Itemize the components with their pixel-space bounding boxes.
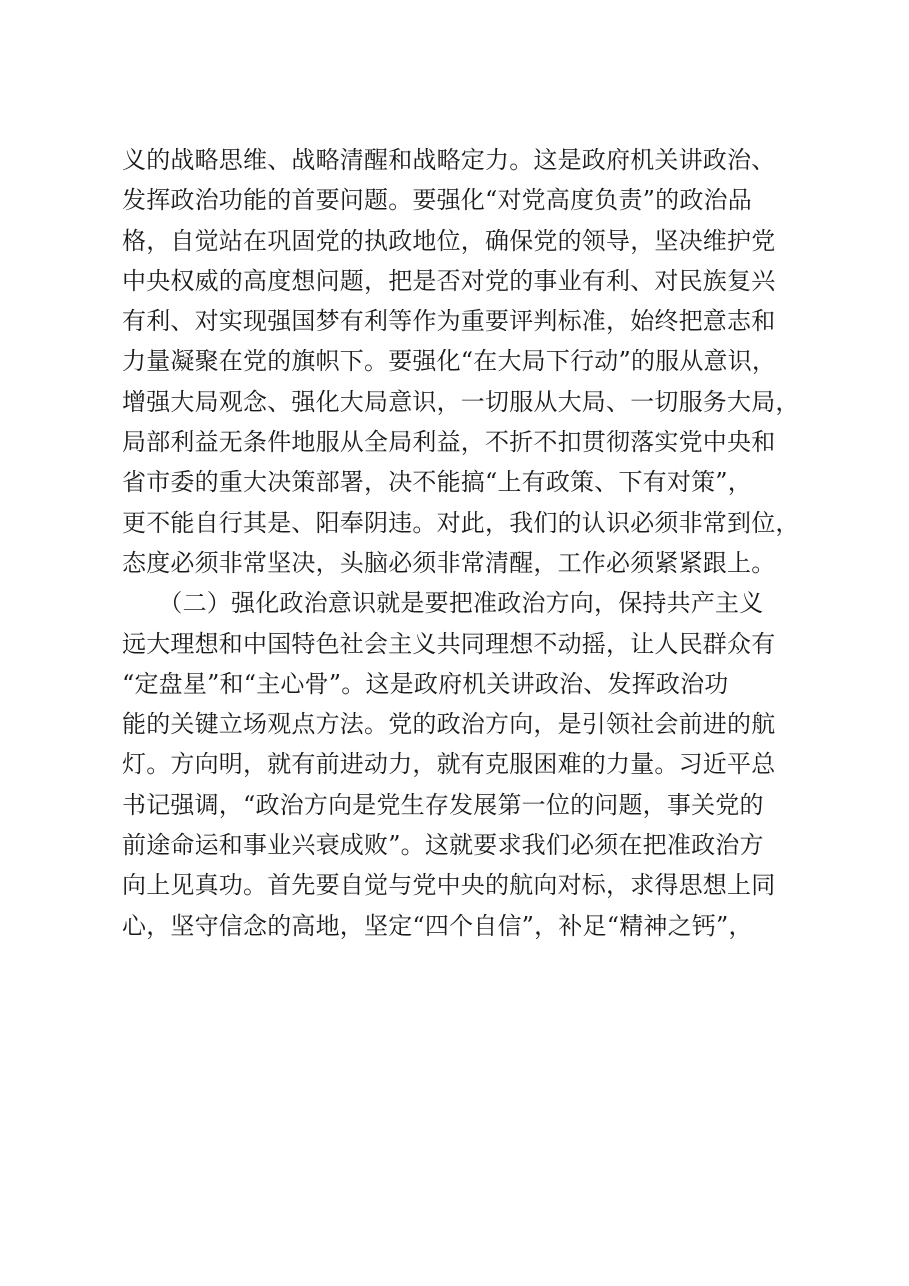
document-body [122, 140, 822, 946]
text-line: 有利、对实现强国梦有利等作为重要评判标准，始终把意志和 [122, 307, 776, 336]
text-line: 义的战略思维、战略清醒和战略定力。这是政府机关讲政治、 [122, 146, 776, 174]
text-line: 增强大局观念、强化大局意识，一切服从大局、一切服务大局， [122, 387, 800, 416]
text-line: 远大理想和中国特色社会主义共同理想不动摇，让人民群众有 [122, 629, 776, 658]
text-line: 更不能自行其是、阳奉阴违。对此，我们的认识必须非常到位， [122, 508, 800, 537]
text-line: “定盘星”和“主心骨”。这是政府机关讲政治、发挥政治功 [122, 669, 729, 698]
text-line: 心，坚守信念的高地，坚定“四个自信”，补足“精神之钙”， [122, 911, 753, 940]
text-line: 态度必须非常坚决，头脑必须非常清醒，工作必须紧紧跟上。 [122, 548, 776, 577]
text-line: 能的关键立场观点方法。党的政治方向，是引领社会前进的航 [122, 710, 776, 739]
text-line: 中央权威的高度想问题，把是否对党的事业有利、对民族复兴 [122, 266, 776, 295]
text-line: 力量凝聚在党的旗帜下。要强化“在大局下行动”的服从意识， [122, 347, 777, 376]
text-line: 前途命运和事业兴衰成败”。这就要求我们必须在把准政治方 [122, 831, 764, 860]
text-line: 省市委的重大决策部署，决不能搞“上有政策、下有对策”， [122, 468, 752, 497]
text-line: 发挥政治功能的首要问题。要强化“对党高度负责”的政治品 [122, 186, 752, 215]
text-line: 书记强调，“政治方向是党生存发展第一位的问题，事关党的 [122, 790, 764, 819]
text-line: 灯。方向明，就有前进动力，就有克服困难的力量。习近平总 [122, 750, 776, 779]
paragraph-start-line: （二）强化政治意识就是要把准政治方向，保持共产主义 [122, 589, 764, 618]
text-line: 格，自觉站在巩固党的执政地位，确保党的领导，坚决维护党 [122, 226, 776, 255]
text-line: 局部利益无条件地服从全局利益，不折不扣贯彻落实党中央和 [122, 428, 776, 457]
text-line: 向上见真功。首先要自觉与党中央的航向对标，求得思想上同 [122, 871, 776, 900]
